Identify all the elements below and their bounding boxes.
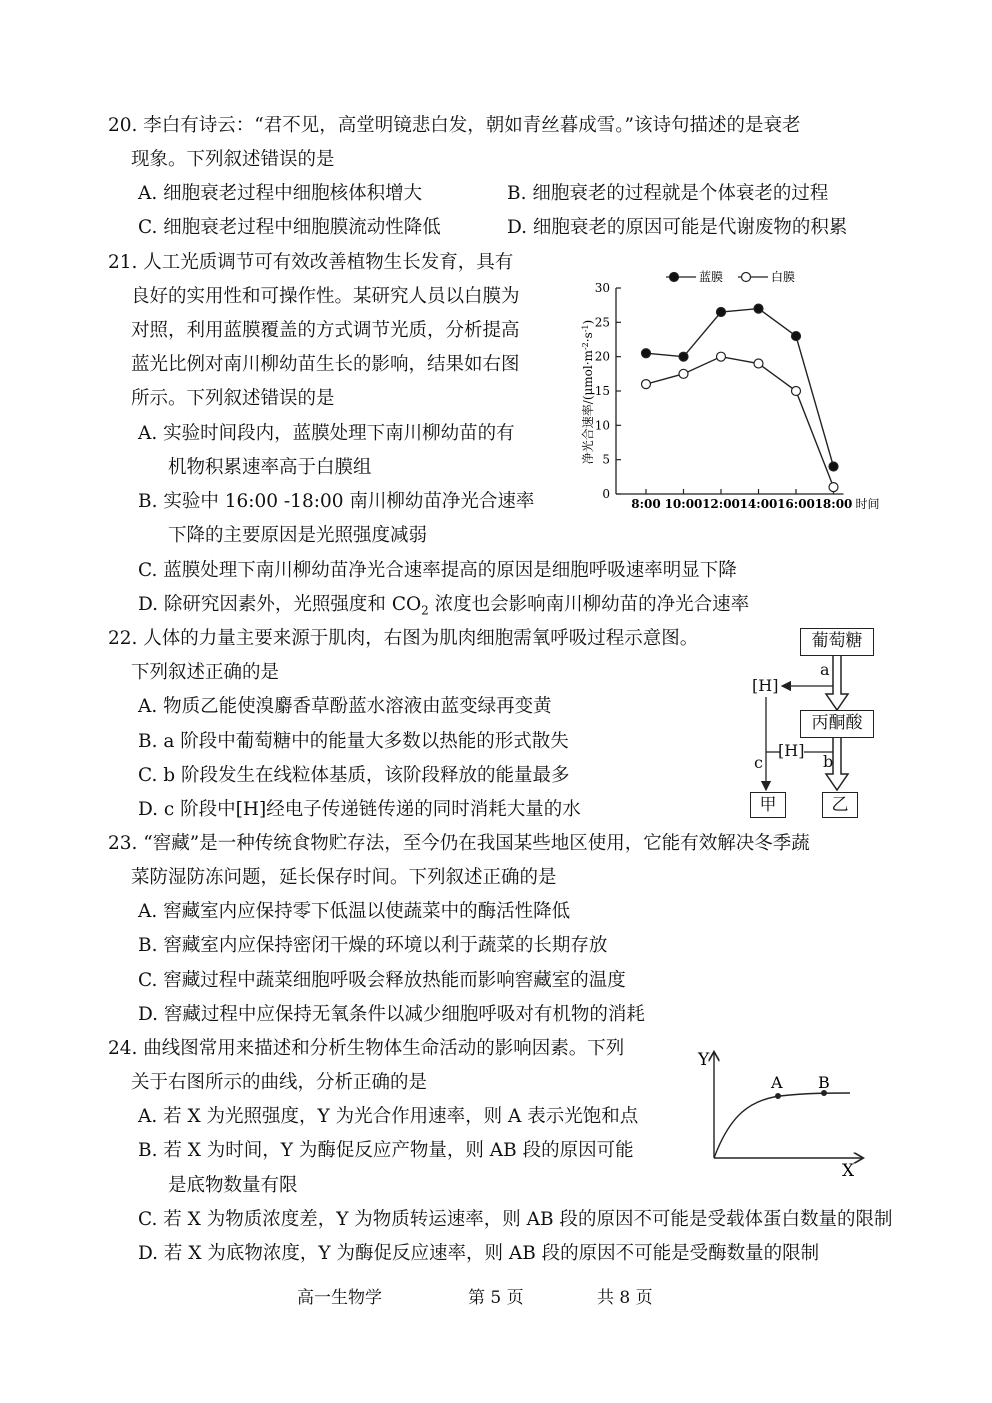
- x-axis-label: 时间: [855, 497, 880, 511]
- x-tick-label: 10:00: [664, 497, 703, 511]
- q23-stem-line2: 菜防湿防冻问题，延长保存时间。下列叙述正确的是: [131, 867, 557, 888]
- data-point: [717, 352, 726, 361]
- data-point: [717, 308, 726, 317]
- q22-option-d: D. c 阶段中[H]经电子传递链传递的同时消耗大量的水: [138, 799, 581, 820]
- q21-stem-line3: 对照，利用蓝膜覆盖的方式调节光质，分析提高: [131, 320, 520, 341]
- x-tick-label: 18:00: [814, 497, 853, 511]
- q23-option-d: D. 窖藏过程中应保持无氧条件以减少细胞呼吸对有机物的消耗: [138, 1004, 645, 1025]
- legend-marker: [742, 273, 751, 282]
- data-point: [792, 387, 801, 396]
- q22-stem-line1: 22. 人体的力量主要来源于肌肉，右图为肌肉细胞需氧呼吸过程示意图。: [108, 628, 699, 649]
- stage-c-label: c: [754, 753, 763, 772]
- q21-stem-line2: 良好的实用性和可操作性。某研究人员以白膜为: [131, 286, 520, 307]
- q23-option-c: C. 窖藏过程中蔬菜细胞呼吸会释放热能而影响窖藏室的温度: [138, 970, 626, 991]
- data-point: [679, 369, 688, 378]
- x-tick-label: 8:00: [631, 497, 661, 511]
- x-tick-label: 12:00: [702, 497, 740, 511]
- series-line-white-film: [646, 357, 834, 487]
- q24-option-b-line2: 是底物数量有限: [168, 1175, 298, 1196]
- footer-total-pages: 共 8 页: [597, 1288, 653, 1308]
- stage-b-label: b: [823, 752, 834, 771]
- legend-label: 蓝膜: [699, 270, 724, 284]
- x-tick-label: 16:00: [777, 497, 815, 511]
- q24-stem-line2: 关于右图所示的曲线，分析正确的是: [131, 1072, 428, 1093]
- q21-option-b-line1: B. 实验中 16:00 -18:00 南川柳幼苗净光合速率: [138, 491, 535, 512]
- q21-stem-line5: 所示。下列叙述错误的是: [131, 388, 335, 409]
- x-tick-label: 14:00: [739, 497, 778, 511]
- data-point: [829, 462, 838, 471]
- q21-stem-line1: 21. 人工光质调节可有效改善植物生长发育，具有: [108, 252, 514, 273]
- q23-option-b: B. 窖藏室内应保持密闭干燥的环境以利于蔬菜的长期存放: [138, 935, 608, 956]
- stage-a-label: a: [820, 660, 830, 679]
- q20-stem-line1: 20. 李白有诗云：“君不见，高堂明镜悲白发，朝如青丝暮成雪。”该诗句描述的是衰老: [108, 115, 801, 136]
- q21-option-a-line1: A. 实验时间段内，蓝膜处理下南川柳幼苗的有: [138, 423, 515, 444]
- y-tick-label: 15: [594, 384, 610, 398]
- q24-option-d: D. 若 X 为底物浓度，Y 为酶促反应速率，则 AB 段的原因不可能是受酶数量的限制: [138, 1243, 820, 1264]
- h-label-1: [H]: [752, 676, 779, 695]
- point-a-label: A: [771, 1073, 783, 1092]
- y-tick-label: 10: [594, 418, 610, 433]
- q20-option-b: B. 细胞衰老的过程就是个体衰老的过程: [507, 183, 829, 204]
- y-tick-label: 25: [594, 315, 610, 330]
- q24-stem-line1: 24. 曲线图常用来描述和分析生物体生命活动的影响因素。下列: [108, 1038, 625, 1059]
- y-tick-label: 5: [602, 452, 610, 467]
- product-yi-box: 乙: [822, 792, 858, 818]
- q22-option-b: B. a 阶段中葡萄糖中的能量大多数以热能的形式散失: [138, 731, 569, 752]
- y-tick-label: 20: [594, 349, 610, 364]
- graph-x-label: X: [842, 1161, 855, 1180]
- data-point: [642, 349, 651, 358]
- respiration-diagram: [740, 622, 890, 822]
- q20-stem-line2: 现象。下列叙述错误的是: [131, 149, 335, 170]
- q22-option-a: A. 物质乙能使溴麝香草酚蓝水溶液由蓝变绿再变黄: [138, 696, 552, 717]
- q24-option-b-line1: B. 若 X 为时间，Y 为酶促反应产物量，则 AB 段的原因可能: [138, 1140, 634, 1161]
- footer-subject: 高一生物学: [297, 1288, 382, 1308]
- q22-stem-line2: 下列叙述正确的是: [131, 662, 280, 683]
- y-tick-label: 30: [594, 281, 610, 295]
- q24-option-a: A. 若 X 为光照强度，Y 为光合作用速率，则 A 表示光饱和点: [138, 1106, 639, 1127]
- saturation-curve-graph: [690, 1045, 870, 1180]
- data-point: [792, 332, 801, 341]
- q22-option-c: C. b 阶段发生在线粒体基质，该阶段释放的能量最多: [138, 765, 570, 786]
- q21-option-d: D. 除研究因素外，光照强度和 $CO_2$ 浓度也会影响南川柳幼苗的净光合速率: [138, 594, 750, 618]
- product-jia-box: 甲: [750, 792, 786, 818]
- legend-label: 白膜: [771, 270, 796, 284]
- graph-curve: [714, 1093, 850, 1158]
- q21-stem-line4: 蓝光比例对南川柳幼苗生长的影响，结果如右图: [131, 354, 520, 375]
- q21-option-a-line2: 机物积累速率高于白膜组: [168, 457, 372, 478]
- data-point: [679, 352, 688, 361]
- q21-option-b-line2: 下降的主要原因是光照强度减弱: [168, 525, 428, 546]
- data-point: [829, 483, 838, 492]
- q23-stem-line1: 23. “窖藏”是一种传统食物贮存法，至今仍在我国某些地区使用，它能有效解决冬季蔬: [108, 833, 810, 854]
- q20-option-d: D. 细胞衰老的原因可能是代谢废物的积累: [507, 217, 848, 238]
- graph-y-label: Y: [698, 1050, 710, 1070]
- legend-marker: [670, 273, 679, 282]
- q23-option-a: A. 窖藏室内应保持零下低温以使蔬菜中的酶活性降低: [138, 901, 571, 922]
- point-a: [775, 1093, 781, 1099]
- glucose-box: 葡萄糖: [800, 628, 874, 656]
- footer-page-number: 第 5 页: [468, 1288, 524, 1308]
- chart-y-axis-label: 净光合速率$/(\mu mol\cdot m^{-2}\cdot s^{-1})$: [581, 319, 595, 465]
- data-point: [754, 359, 763, 368]
- data-point: [642, 380, 651, 389]
- y-tick-label: 0: [602, 487, 610, 501]
- q20-option-c: C. 细胞衰老过程中细胞膜流动性降低: [138, 217, 441, 238]
- q20-option-a: A. 细胞衰老过程中细胞核体积增大: [138, 183, 423, 204]
- h-label-2: [H]: [778, 741, 805, 760]
- q24-option-c: C. 若 X 为物质浓度差，Y 为物质转运速率，则 AB 段的原因不可能是受载体蛋白数量的限制: [138, 1209, 893, 1230]
- point-b-label: B: [818, 1073, 830, 1092]
- q21-option-c: C. 蓝膜处理下南川柳幼苗净光合速率提高的原因是细胞呼吸速率明显下降: [138, 560, 737, 581]
- series-line-blue-film: [646, 309, 834, 467]
- pyruvate-box: 丙酮酸: [800, 710, 874, 738]
- data-point: [754, 304, 763, 313]
- net-photosynthesis-chart: [570, 262, 890, 522]
